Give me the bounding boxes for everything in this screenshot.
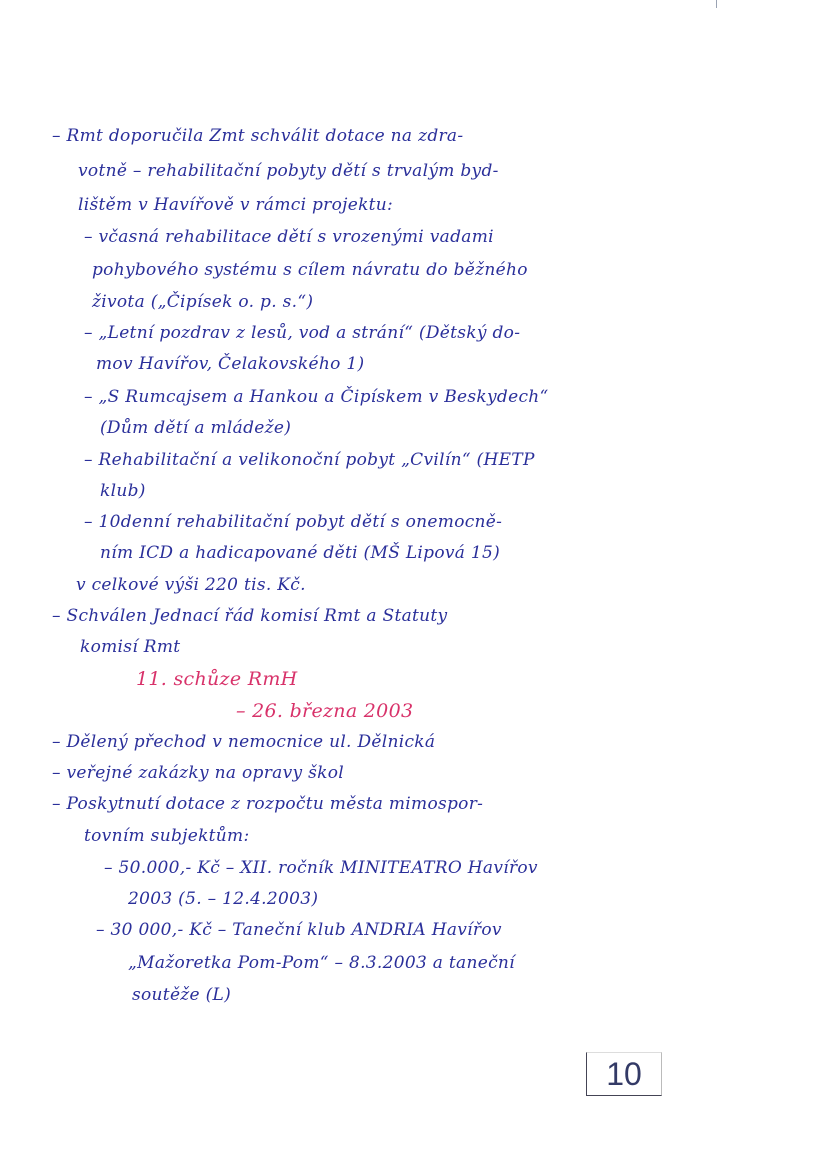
text-line: života („Čipísek o. p. s.“) [92, 292, 314, 312]
text-line: – Schválen Jednací řád komisí Rmt a Statuty [52, 606, 448, 626]
text-line: – Rmt doporučila Zmt schválit dotace na zdra- [52, 126, 464, 146]
text-line: soutěže (L) [132, 985, 232, 1005]
scan-mark [716, 0, 717, 8]
text-line: – Dělený přechod v nemocnice ul. Dělnická [52, 732, 436, 752]
text-line: – veřejné zakázky na opravy škol [52, 763, 345, 783]
text-line: lištěm v Havířově v rámci projektu: [78, 195, 394, 215]
page-number-box [586, 1052, 662, 1096]
text-line: pohybového systému s cílem návratu do běžného [92, 260, 528, 280]
text-line: – 30 000,- Kč – Taneční klub ANDRIA Havířov [96, 920, 502, 940]
text-line: – 10denní rehabilitační pobyt dětí s onemocně- [84, 512, 503, 532]
text-line: „Mažoretka Pom-Pom“ – 8.3.2003 a taneční [128, 953, 515, 973]
text-line: – Rehabilitační a velikonoční pobyt „Cvilín“ (HEТP [84, 450, 535, 470]
text-line: 2003 (5. – 12.4.2003) [128, 889, 319, 909]
text-line: komisí Rmt [80, 637, 181, 657]
text-line: klub) [100, 481, 146, 501]
text-line: tovním subjektům: [84, 826, 250, 846]
text-line: votně – rehabilitační pobyty dětí s trvalým byd- [78, 161, 499, 181]
meeting-heading: 11. schůze RmH [136, 668, 298, 690]
text-line: – „S Rumcajsem a Hankou a Čipískem v Beskydech“ [84, 387, 549, 407]
text-line: – „Letní pozdrav z lesů, vod a strání“ (Dětský do- [84, 323, 521, 343]
page-number: 10 [606, 1056, 642, 1092]
text-line: ním ICD a hadicapované děti (MŠ Lipová 15) [100, 543, 501, 563]
text-line: (Dům dětí a mládeže) [100, 418, 292, 438]
meeting-date: – 26. března 2003 [236, 700, 414, 722]
text-line: – Poskytnutí dotace z rozpočtu města mimospor- [52, 794, 484, 814]
text-line: – včasná rehabilitace dětí s vrozenými vadami [84, 227, 494, 247]
text-line: v celkové výši 220 tis. Kč. [76, 575, 306, 595]
text-line: mov Havířov, Čelakovského 1) [96, 354, 365, 374]
text-line: – 50.000,- Kč – XII. ročník MINITEATRO Havířov [104, 858, 538, 878]
